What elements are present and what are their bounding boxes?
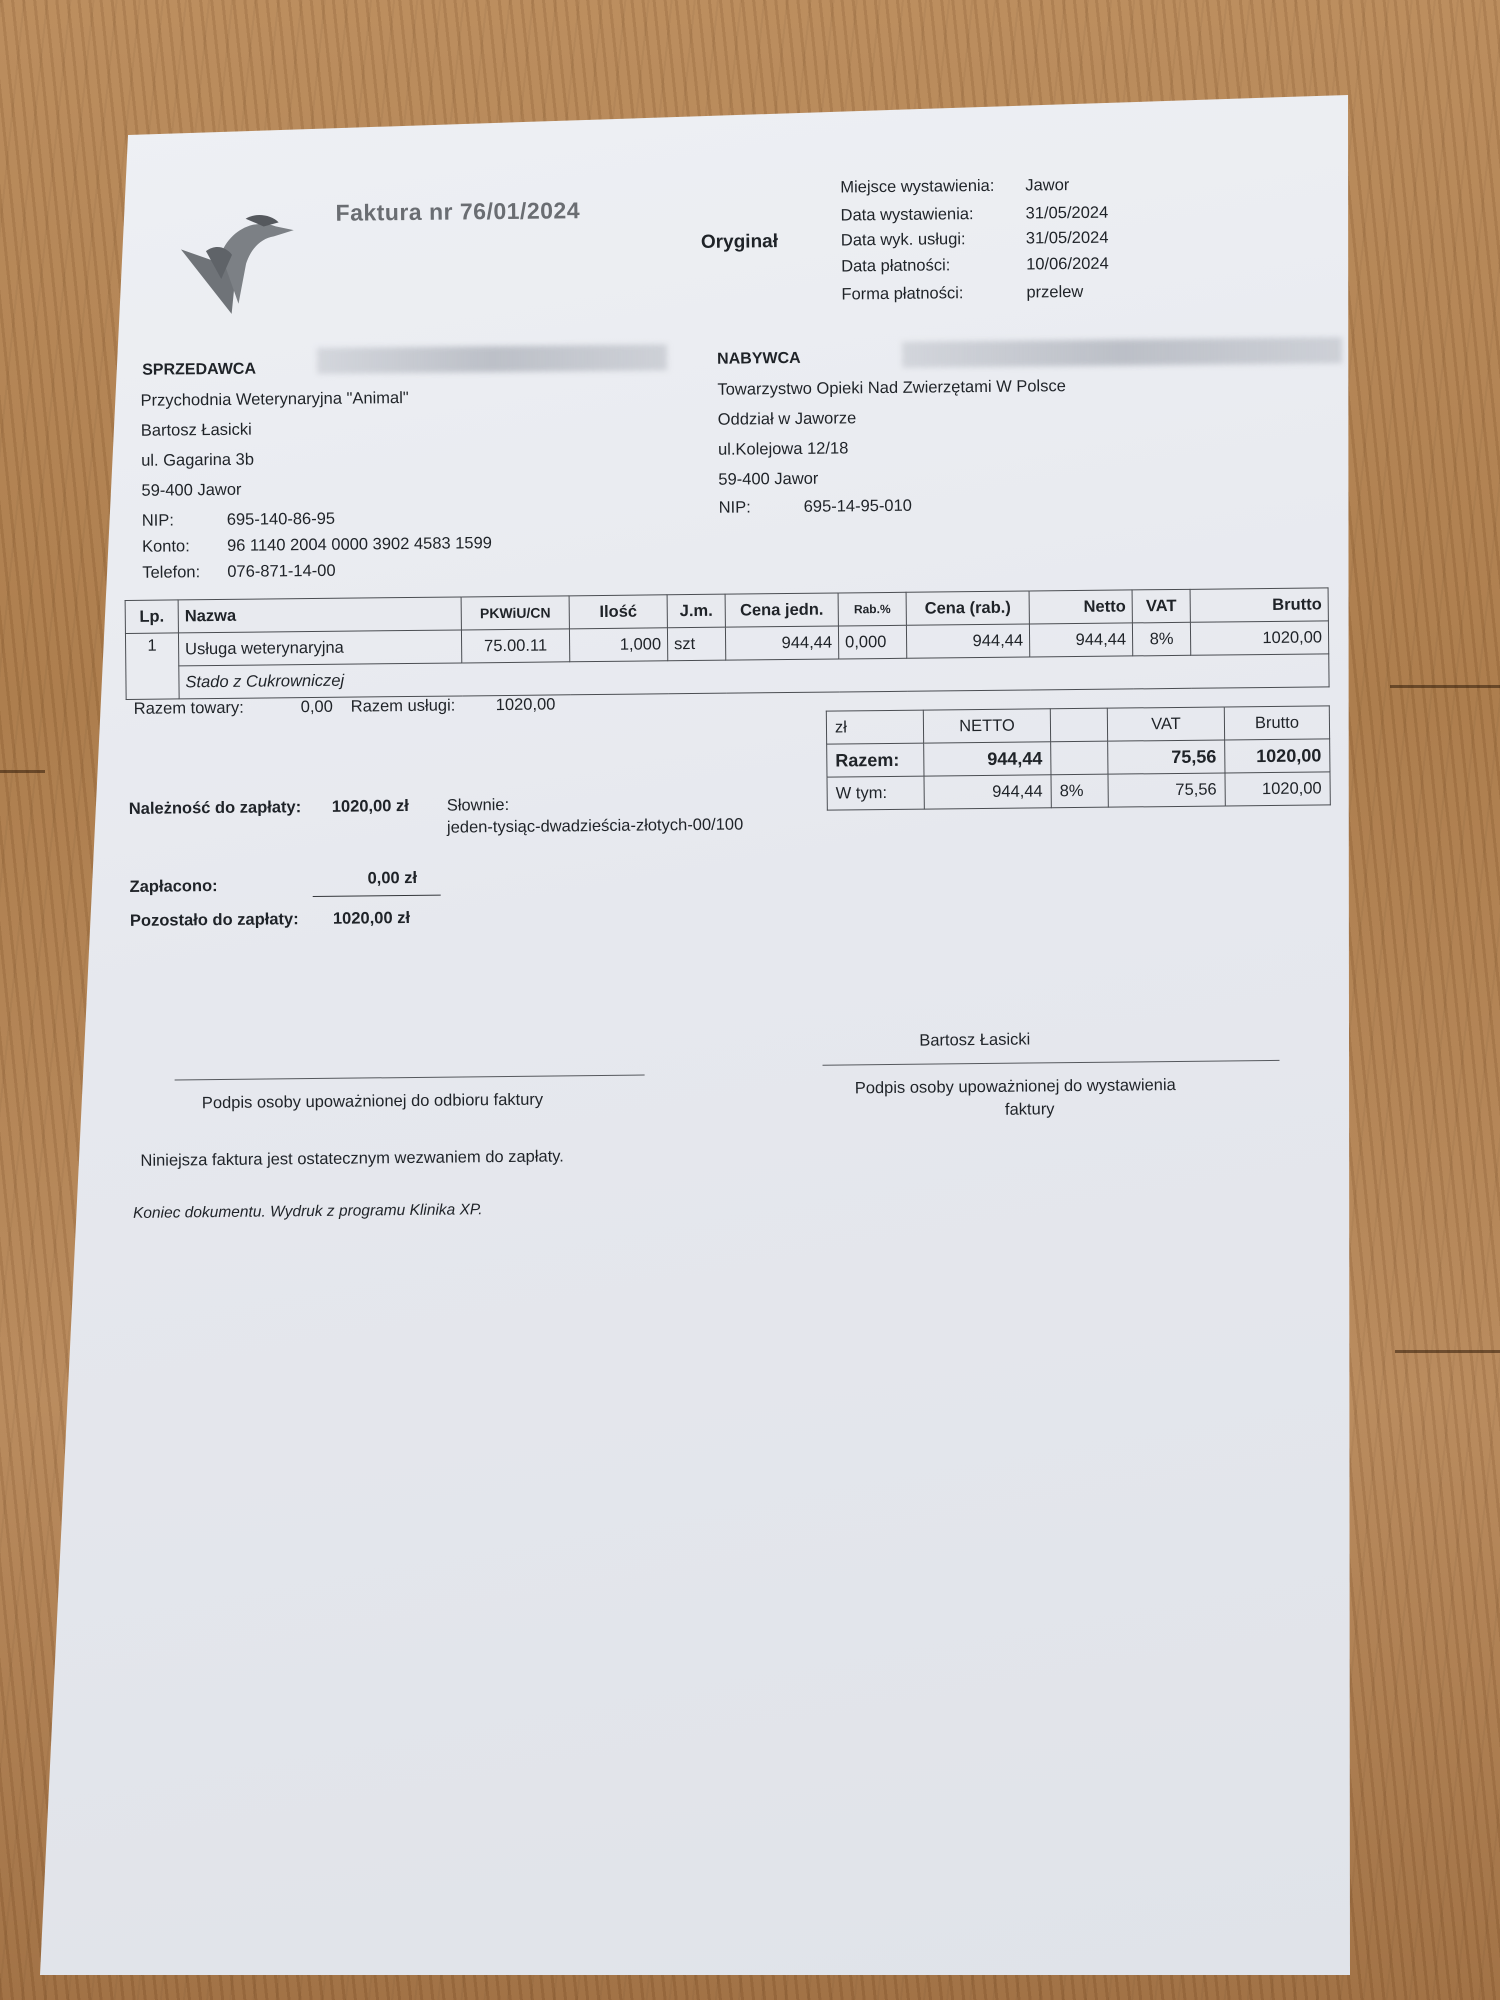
seller-name: Przychodnia Weterynaryjna "Animal"	[140, 388, 409, 410]
buyer-heading: NABYWCA	[717, 349, 801, 368]
meta-payment-date-label: Data płatności:	[841, 256, 951, 276]
goods-total-value: 0,00	[300, 697, 333, 717]
paid-underline	[313, 895, 441, 897]
col-unit: J.m.	[667, 594, 725, 628]
end-note: Koniec dokumentu. Wydruk z programu Klinika XP.	[132, 1201, 483, 1222]
seller-nip-label: NIP:	[141, 511, 174, 530]
col-price: Cena jedn.	[725, 593, 838, 627]
receiver-signature-line	[175, 1075, 645, 1081]
goods-total-label: Razem towary:	[133, 698, 244, 718]
invoice-title: Faktura nr 76/01/2024	[335, 197, 581, 226]
summary-col-net: NETTO	[923, 709, 1050, 743]
col-name: Nazwa	[178, 597, 461, 633]
redacted-band-buyer	[902, 337, 1342, 368]
meta-place-label: Miejsce wystawienia:	[840, 176, 995, 197]
summary-incl-label: W tym:	[827, 776, 924, 810]
floor-seam-2	[1390, 685, 1500, 688]
seller-account-label: Konto:	[141, 537, 190, 556]
meta-place-value: Jawor	[1025, 176, 1070, 195]
summary-empty-cell	[1050, 708, 1107, 742]
seller-city: 59-400 Jawor	[141, 480, 242, 500]
summary-empty-cell	[1051, 741, 1108, 775]
cell-discount: 0,000	[838, 625, 906, 659]
seller-street: ul. Gagarina 3b	[141, 450, 255, 470]
buyer-nip: 695-14-95-010	[803, 496, 913, 516]
seller-nip: 695-140-86-95	[226, 509, 336, 529]
issuer-signature-caption-1: Podpis osoby upoważnionej do wystawienia	[854, 1075, 1176, 1098]
summary-incl-row	[827, 772, 1330, 810]
clinic-logo-icon	[176, 208, 297, 319]
buyer-branch: Oddział w Jaworze	[717, 409, 857, 429]
summary-col-vat: VAT	[1107, 707, 1224, 741]
summary-incl-vat: 75,56	[1108, 773, 1225, 807]
cell-lp: 1	[125, 633, 179, 700]
col-gross: Brutto	[1190, 588, 1328, 622]
invoice-content	[120, 147, 1362, 1320]
summary-incl-rate: 8%	[1051, 774, 1108, 808]
summary-total-label: Razem:	[827, 743, 924, 777]
col-qty: Ilość	[569, 595, 667, 629]
items-table	[125, 587, 1330, 700]
floor-seam-3	[1395, 1350, 1500, 1353]
summary-incl-net: 944,44	[924, 775, 1051, 809]
paid-label: Zapłacono:	[129, 877, 218, 896]
cell-name: Usługa weterynaryjna	[178, 630, 461, 666]
summary-header-row	[826, 706, 1329, 744]
amount-words-label: Słownie:	[446, 795, 510, 815]
seller-account: 96 1140 2004 0000 3902 4583 1599	[226, 534, 493, 555]
cell-pkwiu: 75.00.11	[461, 629, 569, 663]
summary-col-gross: Brutto	[1224, 706, 1329, 740]
receiver-signature-caption: Podpis osoby upoważnionej do odbioru faktury	[201, 1090, 544, 1113]
meta-payment-date-value: 10/06/2024	[1026, 254, 1109, 274]
buyer-street: ul.Kolejowa 12/18	[717, 439, 849, 459]
amount-due-value: 1020,00 zł	[331, 797, 409, 816]
cell-net: 944,44	[1029, 623, 1132, 657]
cell-price: 944,44	[725, 626, 838, 660]
services-total-label: Razem usługi:	[350, 696, 456, 716]
remaining-label: Pozostało do zapłaty:	[129, 910, 299, 930]
col-lp: Lp.	[125, 600, 178, 634]
seller-phone-label: Telefon:	[142, 563, 201, 582]
redacted-band-seller	[317, 344, 667, 374]
cell-gross: 1020,00	[1190, 621, 1328, 655]
seller-person: Bartosz Łasicki	[140, 420, 252, 440]
amount-due-label: Należność do zapłaty:	[128, 798, 302, 818]
cell-price-disc: 944,44	[906, 624, 1029, 658]
cell-note: Stado z Cukrowniczej	[179, 654, 1329, 699]
summary-incl-gross: 1020,00	[1225, 772, 1330, 806]
summary-total-gross: 1020,00	[1225, 739, 1330, 773]
summary-total-row	[827, 739, 1330, 777]
buyer-name: Towarzystwo Opieki Nad Zwierzętami W Polsce	[717, 377, 1066, 399]
amount-words-value: jeden-tysiąc-dwadzieścia-złotych-00/100	[446, 815, 744, 837]
buyer-city: 59-400 Jawor	[718, 469, 819, 489]
buyer-nip-label: NIP:	[718, 498, 751, 517]
col-price-disc: Cena (rab.)	[906, 591, 1029, 625]
seller-phone: 076-871-14-00	[227, 561, 336, 581]
final-notice: Niniejsza faktura jest ostatecznym wezwaniem do zapłaty.	[140, 1147, 564, 1170]
services-total-value: 1020,00	[495, 695, 556, 715]
summary-total-net: 944,44	[924, 742, 1051, 776]
copy-label: Oryginał	[700, 231, 779, 253]
seller-heading: SPRZEDAWCA	[142, 360, 257, 379]
floor-seam-1	[0, 770, 45, 773]
remaining-value: 1020,00 zł	[332, 909, 411, 928]
vat-summary-table	[826, 705, 1331, 810]
summary-total-vat: 75,56	[1108, 740, 1225, 774]
paid-value: 0,00 zł	[367, 868, 418, 888]
col-vat: VAT	[1132, 589, 1190, 623]
col-pkwiu: PKWiU/CN	[461, 596, 569, 630]
summary-currency: zł	[826, 710, 923, 744]
cell-qty: 1,000	[569, 628, 667, 662]
meta-payment-form-value: przelew	[1026, 282, 1084, 302]
issuer-signature-line	[823, 1060, 1280, 1066]
meta-payment-form-label: Forma płatności:	[841, 284, 964, 304]
cell-vat: 8%	[1132, 622, 1190, 656]
issuer-name: Bartosz Łasicki	[919, 1030, 1031, 1050]
col-discount: Rab.%	[838, 592, 906, 626]
meta-issue-date-label: Data wystawienia:	[840, 205, 974, 225]
cell-unit: szt	[667, 627, 725, 661]
meta-service-date-label: Data wyk. usługi:	[840, 230, 966, 250]
col-net: Netto	[1029, 590, 1132, 624]
meta-service-date-value: 31/05/2024	[1025, 228, 1109, 248]
issuer-signature-caption-2: faktury	[1004, 1100, 1055, 1119]
meta-issue-date-value: 31/05/2024	[1025, 203, 1109, 223]
